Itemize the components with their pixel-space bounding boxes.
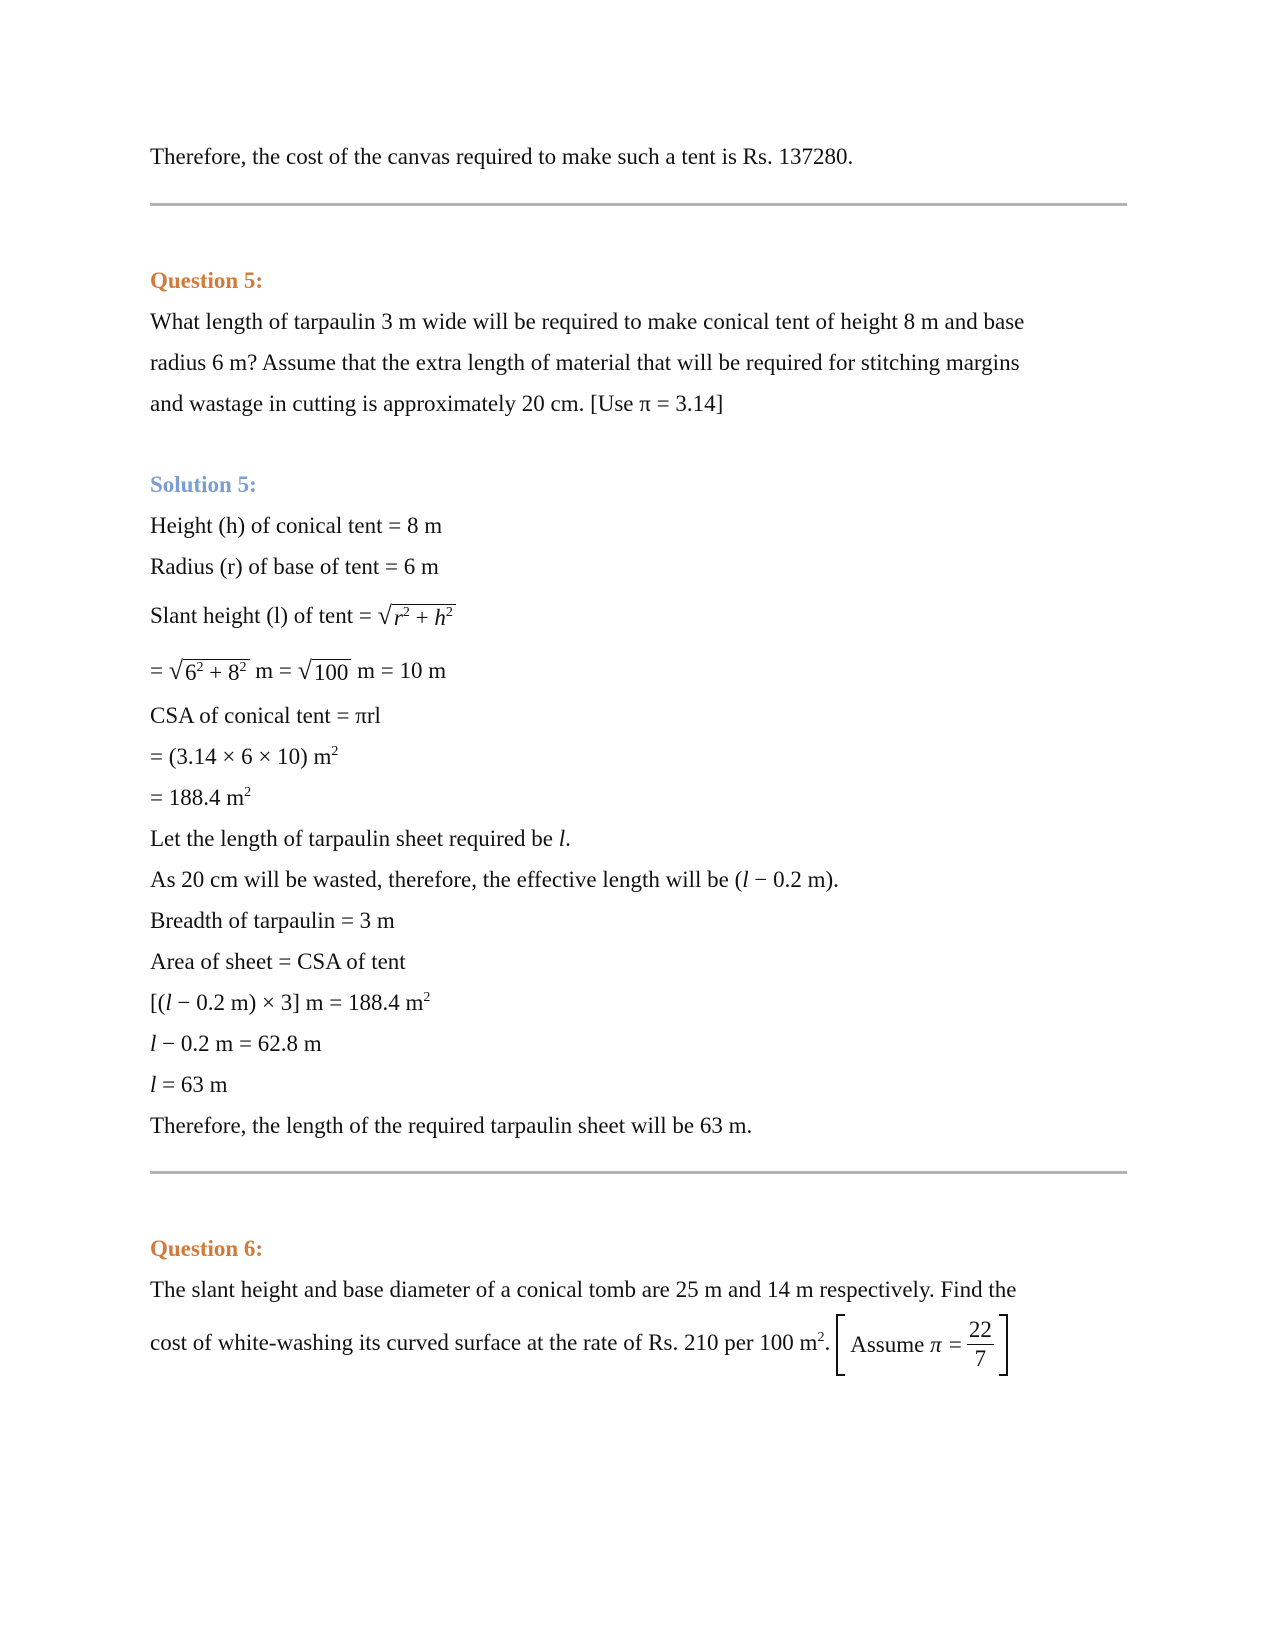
radical-sign: √ bbox=[168, 656, 184, 685]
section-divider bbox=[150, 1171, 1127, 1174]
radical-sign: √ bbox=[297, 656, 312, 685]
slant-height-label: Slant height (l) of tent = bbox=[150, 603, 378, 628]
length-assumption: Let the length of tarpaulin sheet required be l. bbox=[150, 826, 571, 851]
area-equation: [(l − 0.2 m) × 3] m = 188.4 $m^2$ bbox=[150, 990, 431, 1015]
question-5-text-line-1: What length of tarpaulin 3 m wide will be required to make conical tent of height 8 m and base bbox=[150, 309, 1025, 334]
height-statement: Height (h) of conical tent = 8 m bbox=[150, 513, 443, 538]
radical-sign: √ bbox=[377, 601, 392, 630]
square-root-expression: √ $6^2 + 8^2$ bbox=[169, 656, 250, 686]
question-6-heading: Question 6: bbox=[150, 1236, 264, 1261]
square-root-expression: √ $r^2 + h^2$ bbox=[378, 601, 456, 631]
radius-statement: Radius (r) of base of tent = 6 m bbox=[150, 554, 439, 579]
question-5-text-line-2: radius 6 m? Assume that the extra length of material that will be required for stitching margins bbox=[150, 350, 1020, 375]
square-root-expression: √ 100 bbox=[298, 656, 352, 686]
section-divider bbox=[150, 203, 1127, 206]
length-result: l = 63 m bbox=[150, 1072, 228, 1097]
question-6-text-line-2: cost of white-washing its curved surface at the rate of Rs. 210 per 100 $m^2$. Assume π = $\frac{22}{7}$ bbox=[150, 1312, 1008, 1376]
assumption-bracket: Assume π = $\frac{22}{7}$ bbox=[836, 1314, 1008, 1376]
csa-result: = 188.4 $m^2$ bbox=[150, 785, 252, 810]
csa-formula: CSA of conical tent = πrl bbox=[150, 703, 381, 728]
question-6-text-line-1: The slant height and base diameter of a conical tomb are 25 m and 14 m respectively. Find the bbox=[150, 1277, 1017, 1302]
length-equation: l − 0.2 m = 62.8 m bbox=[150, 1031, 322, 1056]
csa-calculation: = (3.14 × 6 × 10) $m^2$ bbox=[150, 744, 339, 769]
question-5-heading: Question 5: bbox=[150, 268, 264, 293]
slant-height-calculation: = √ $6^2 + 8^2$ m = √ 100 m = 10 m bbox=[150, 656, 447, 685]
solution-5-conclusion: Therefore, the length of the required tarpaulin sheet will be 63 m. bbox=[150, 1113, 753, 1138]
previous-solution-conclusion: Therefore, the cost of the canvas required to make such a tent is Rs. 137280. bbox=[150, 144, 854, 169]
fraction: $\frac{22}{7}$ bbox=[968, 1317, 992, 1372]
question-5-text-line-3: and wastage in cutting is approximately 20 cm. [Use π = 3.14] bbox=[150, 391, 724, 416]
solution-5-heading: Solution 5: bbox=[150, 472, 257, 497]
slant-height-formula bbox=[150, 601, 456, 631]
wastage-statement: As 20 cm will be wasted, therefore, the effective length will be (l − 0.2 m). bbox=[150, 867, 839, 892]
area-equation-statement: Area of sheet = CSA of tent bbox=[150, 949, 406, 974]
breadth-statement: Breadth of tarpaulin = 3 m bbox=[150, 908, 395, 933]
